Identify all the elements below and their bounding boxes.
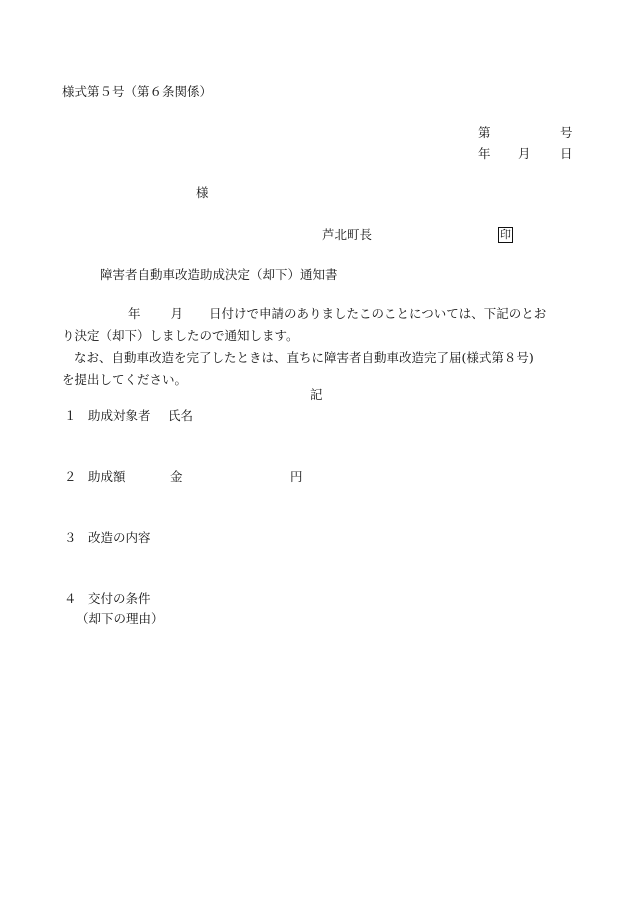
item-3-label: 改造の内容	[88, 530, 151, 545]
issuer-name: 芦北町長	[322, 227, 373, 242]
body2-line1: なお、自動車改造を完了したときは、直ちに障害者自動車改造完了届(様式第８号)	[74, 350, 534, 365]
date-day: 日	[560, 146, 573, 161]
body2-line2: を提出してください。	[62, 372, 188, 387]
item-1-number: １	[64, 408, 77, 423]
item-1-label: 助成対象者	[88, 408, 151, 423]
body-line1-rest: 日付けで申請のありましたこのことについては、下記のとお	[209, 306, 547, 321]
item-3-number: ３	[64, 530, 77, 545]
item-2-number: ２	[64, 469, 77, 484]
document-title: 障害者自動車改造助成決定（却下）通知書	[100, 267, 338, 282]
body-paragraph-2	[62, 347, 578, 391]
item-2-label: 助成額	[88, 469, 126, 484]
seal-stamp: 印	[498, 227, 513, 243]
body-line2: り決定（却下）しましたので通知します。	[62, 328, 299, 343]
item-4-sublabel: （却下の理由）	[76, 611, 164, 626]
item-4-label: 交付の条件	[88, 591, 151, 606]
addressee-honorific: 様	[196, 185, 209, 200]
document-number-suffix: 号	[560, 125, 573, 140]
item-2-currency-unit: 円	[290, 469, 303, 484]
form-number-header: 様式第５号（第６条関係）	[62, 84, 213, 99]
body-year: 年	[128, 306, 141, 321]
item-1-name-label: 氏名	[168, 408, 194, 423]
document-number-prefix: 第	[478, 125, 491, 140]
body-month: 月	[170, 306, 184, 321]
ki-heading: 記	[310, 387, 323, 402]
date-year: 年	[478, 146, 491, 161]
item-2-amount-prefix: 金	[170, 469, 183, 484]
date-month: 月	[518, 146, 531, 161]
item-4-number: ４	[64, 591, 77, 606]
seal-mark	[498, 227, 513, 243]
body-paragraph-1	[62, 303, 578, 347]
